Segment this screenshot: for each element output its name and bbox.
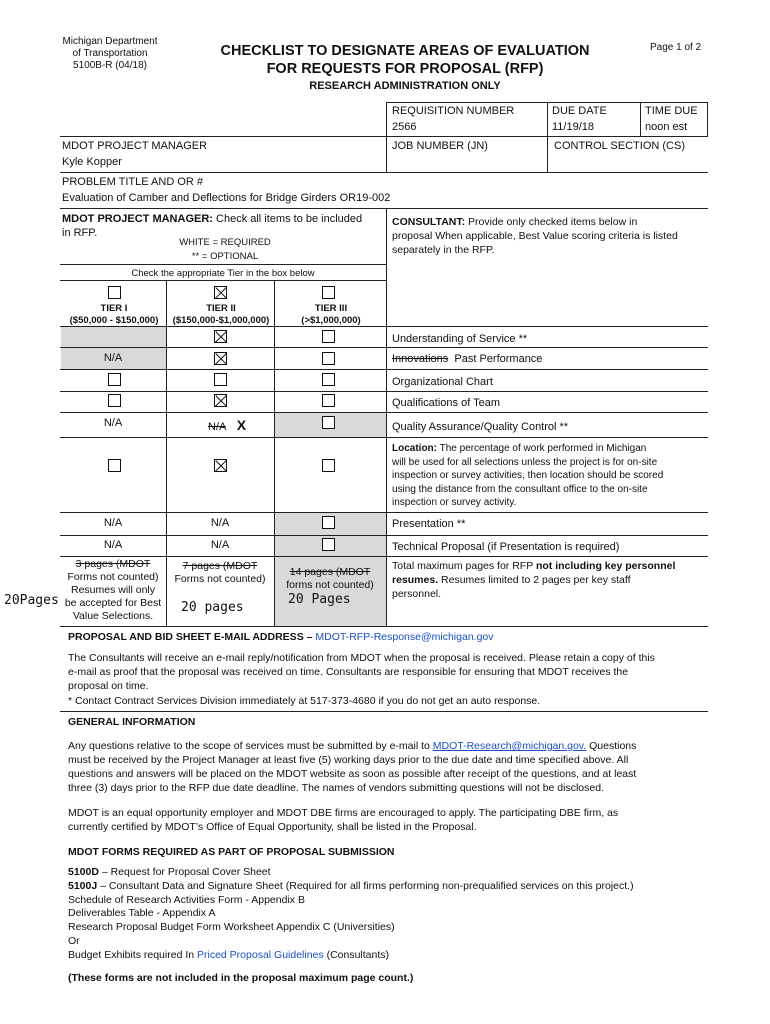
past-performance-tier1-na: N/A: [103, 352, 123, 364]
form-item-deliverables: Deliverables Table - Appendix A: [68, 907, 216, 920]
past-performance-tier2-checkbox[interactable]: [214, 352, 227, 365]
tier2-checkbox[interactable]: [214, 286, 227, 299]
form-item-budget-exhibits: [68, 949, 708, 963]
forms-list: [68, 866, 708, 963]
form-item-5100d: [68, 866, 708, 880]
understanding-of-service: Understanding of Service **: [392, 333, 528, 345]
qaqc-tier3-checkbox[interactable]: [322, 416, 335, 429]
form-5100j-desc: – Consultant Data and Signature Sheet (Required for all firms performing non-prequalified services on this project.): [97, 879, 634, 892]
location-line2: will be used for all selections unless the project is for on-site: [392, 456, 658, 468]
presentation-tier1-na: N/A: [103, 517, 123, 529]
consultant-text3: separately in the RFP.: [392, 244, 495, 256]
tier3-handwritten-pages: 20 Pages: [288, 592, 351, 607]
qaqc-tier1-na: N/A: [103, 417, 123, 429]
tier2-range: ($150,000-$1,000,000): [172, 315, 270, 326]
email-paragraph: [68, 651, 702, 693]
general-p1-line3: questions and answers will be placed on the MDOT website as soon as possible after receipt of the questions, and at least: [68, 768, 637, 780]
research-email-link[interactable]: MDOT-Research@michigan.gov.: [432, 740, 587, 752]
tier1-checkbox[interactable]: [108, 286, 121, 299]
project-manager-value: Kyle Kopper: [62, 156, 122, 168]
tier1-pages-line5: Value Selections.: [72, 610, 154, 622]
consultant-text1: Provide only checked items below in: [465, 216, 638, 228]
tier1-pages-line3: Resumes will only: [70, 584, 156, 596]
due-date-value: 11/19/18: [552, 121, 595, 133]
email-heading-text: PROPOSAL AND BID SHEET E-MAIL ADDRESS –: [68, 631, 316, 643]
tier1-pages-line2: Forms not counted): [67, 571, 159, 583]
form-item-or: Or: [68, 934, 80, 947]
consultant-text2: proposal When applicable, Best Value scoring criteria is listed: [392, 230, 678, 242]
pm-instructions-bold: MDOT PROJECT MANAGER:: [62, 213, 213, 225]
location-description: [392, 442, 702, 510]
email-p-line2: e-mail as proof that the proposal was received on time. Consultants are responsible for ensuring that MDOT receives the: [68, 666, 629, 678]
due-date-label: DUE DATE: [552, 105, 607, 117]
legend-optional: ** = OPTIONAL: [191, 251, 259, 262]
qualifications-tier1-checkbox[interactable]: [108, 394, 121, 407]
consultant-instructions: [392, 215, 702, 257]
max-pages-text: Total maximum pages for RFP: [392, 560, 536, 572]
technical-tier1-na: N/A: [103, 539, 123, 551]
title-line1: CHECKLIST TO DESIGNATE AREAS OF EVALUATION: [220, 43, 590, 59]
tier3-name: TIER III: [314, 303, 348, 314]
past-performance-tier3-checkbox[interactable]: [322, 352, 335, 365]
requisition-number-label: REQUISITION NUMBER: [392, 105, 515, 117]
tier2-page-limit: [166, 560, 274, 586]
general-info-paragraph1: [68, 739, 702, 795]
max-pages-text2: Resumes limited to 2 pages per key staff: [438, 574, 631, 586]
qaqc-tier2-x-mark: X: [236, 417, 247, 433]
forms-note: (These forms are not included in the proposal maximum page count.): [68, 972, 414, 984]
org-chart-tier1-checkbox[interactable]: [108, 373, 121, 386]
legend-required: WHITE = REQUIRED: [179, 237, 271, 248]
qualifications-of-team: Qualifications of Team: [392, 397, 501, 409]
tier1-handwritten-pages: 20Pages: [4, 593, 59, 608]
form-5100d-code: 5100D: [68, 866, 99, 878]
max-pages-description: [392, 559, 702, 601]
tier1-name: TIER I: [100, 303, 128, 314]
location-tier3-checkbox[interactable]: [322, 459, 335, 472]
tier1-range: ($50,000 - $150,000): [69, 315, 159, 326]
form-item-budget-worksheet: Research Proposal Budget Form Worksheet Appendix C (Universities): [68, 921, 395, 934]
tier1-pages-line4: be accepted for Best: [64, 597, 162, 609]
tier2-header: [168, 303, 274, 327]
pm-instructions-text2: in RFP.: [62, 227, 98, 239]
rfp-response-email-link[interactable]: MDOT-RFP-Response@michigan.gov: [315, 631, 494, 643]
tier3-checkbox[interactable]: [322, 286, 335, 299]
max-pages-bold2: resumes.: [392, 574, 439, 586]
tier3-pages-line1: 14 pages (MDOT: [289, 566, 371, 578]
past-performance: Past Performance: [454, 353, 543, 365]
location-tier2-checkbox[interactable]: [214, 459, 227, 472]
control-section-label: CONTROL SECTION (CS): [554, 140, 685, 152]
form-5100d-desc: – Request for Proposal Cover Sheet: [98, 866, 271, 878]
quality-assurance: Quality Assurance/Quality Control **: [392, 421, 569, 433]
tier3-page-limit: [278, 566, 382, 592]
general-p1-line4: three (3) days prior to the RFP due date deadline. The names of vendors submitting questions will not be disclosed.: [68, 782, 604, 794]
problem-title-value: Evaluation of Camber and Deflections for Bridge Girders OR19-002: [62, 192, 391, 204]
time-due-label: TIME DUE: [645, 105, 698, 117]
page-title: [175, 42, 635, 78]
time-due-value: noon est: [645, 121, 688, 133]
organizational-chart: Organizational Chart: [392, 376, 493, 388]
qaqc-tier2: [208, 417, 246, 433]
tier2-pages-line1: 7 pages (MDOT: [182, 560, 258, 572]
problem-title-label: PROBLEM TITLE AND OR #: [62, 176, 204, 188]
project-manager-label: MDOT PROJECT MANAGER: [62, 140, 208, 152]
pm-instructions-text: Check all items to be included: [212, 213, 363, 225]
past-performance-row: [392, 353, 542, 365]
tier2-name: TIER II: [206, 303, 236, 314]
tier3-pages-line2: forms not counted): [286, 579, 374, 591]
consultant-bold: CONSULTANT:: [392, 216, 466, 228]
location-tier1-checkbox[interactable]: [108, 459, 121, 472]
tier3-range: (>$1,000,000): [301, 315, 361, 326]
page-indicator: Page 1 of 2: [650, 42, 702, 53]
general-info-heading: GENERAL INFORMATION: [68, 716, 196, 728]
tier1-header: [62, 303, 166, 327]
general-p1-post: Questions: [586, 740, 637, 752]
location-line3: inspection or survey activities, then location should be scored: [392, 470, 664, 481]
max-pages-bold: not including key personnel: [535, 560, 676, 572]
tier1-pages-line1: 3 pages (MDOT: [75, 558, 151, 570]
email-section-heading: [68, 631, 494, 643]
location-line1: The percentage of work performed in Michigan: [437, 443, 647, 454]
location-line5: inspection or survey activity.: [392, 497, 517, 508]
subtitle: RESEARCH ADMINISTRATION ONLY: [309, 80, 501, 92]
technical-proposal: Technical Proposal (if Presentation is required): [392, 541, 620, 553]
check-tier-instruction: Check the appropriate Tier in the box below: [131, 268, 315, 279]
qaqc-tier2-na-struck: N/A: [208, 421, 226, 433]
priced-proposal-guidelines-link[interactable]: Priced Proposal Guidelines: [197, 948, 324, 961]
job-number-label: JOB NUMBER (JN): [392, 140, 488, 152]
agency-block: [50, 36, 170, 72]
innovations-struck: Innovations: [392, 353, 449, 365]
tier3-header: [276, 303, 386, 327]
form-5100j-code: 5100J: [68, 879, 98, 892]
title-line2: FOR REQUESTS FOR PROPOSAL (RFP): [266, 61, 544, 77]
max-pages-text3: personnel.: [392, 588, 442, 600]
technical-tier2-na: N/A: [210, 539, 230, 551]
general-p2-line1: MDOT is an equal opportunity employer and MDOT DBE firms are encouraged to apply. The participating DBE firm, as: [68, 807, 619, 819]
location-bold: Location:: [392, 443, 437, 454]
tier2-pages-line2: Forms not counted): [174, 573, 266, 585]
email-p-line1: The Consultants will receive an e-mail reply/notification from MDOT when the proposal is received. Please retain a copy of this: [68, 652, 655, 664]
presentation: Presentation **: [392, 518, 466, 530]
email-p-line3: proposal on time.: [68, 680, 149, 692]
general-p1-text: Any questions relative to the scope of services must be submitted by e-mail to: [68, 740, 433, 752]
presentation-tier2-na: N/A: [210, 517, 230, 529]
requisition-number-value: 2566: [392, 121, 417, 133]
form-item-schedule: Schedule of Research Activities Form - Appendix B: [68, 893, 305, 906]
general-info-paragraph2: [68, 806, 702, 834]
agency-name-line1: Michigan Department: [62, 36, 158, 47]
legend: [150, 236, 300, 264]
tier1-page-limit: [60, 558, 166, 623]
understanding-tier3-checkbox[interactable]: [322, 330, 335, 343]
form-number: 5100B-R (04/18): [73, 60, 147, 71]
general-p2-line2: currently certified by MDOT’s Office of Equal Opportunity, shall be listed in the Proposal.: [68, 821, 477, 833]
qualifications-tier3-checkbox[interactable]: [322, 394, 335, 407]
form-item-5100j: [68, 880, 708, 894]
qualifications-tier2-checkbox[interactable]: [214, 394, 227, 407]
budget-exhibits-post: (Consultants): [323, 948, 390, 961]
org-chart-tier3-checkbox[interactable]: [322, 373, 335, 386]
contact-note: * Contact Contract Services Division immediately at 517-373-4680 if you do not get an auto response.: [68, 695, 541, 707]
understanding-tier2-checkbox[interactable]: [214, 330, 227, 343]
org-chart-tier2-checkbox[interactable]: [214, 373, 227, 386]
location-line4: using the distance from the consultant office to the on-site: [392, 483, 648, 495]
budget-exhibits-text: Budget Exhibits required In: [68, 948, 197, 961]
agency-name-line2: of Transportation: [72, 48, 148, 59]
general-p1-line2: must be received by the Project Manager at least five (5) working days prior to the due date and time specified above. All: [68, 754, 629, 766]
presentation-tier3-checkbox[interactable]: [322, 516, 335, 529]
tier2-handwritten-pages: 20 pages: [181, 600, 244, 615]
technical-tier3-checkbox[interactable]: [322, 538, 335, 551]
forms-heading: MDOT FORMS REQUIRED AS PART OF PROPOSAL SUBMISSION: [68, 846, 395, 858]
